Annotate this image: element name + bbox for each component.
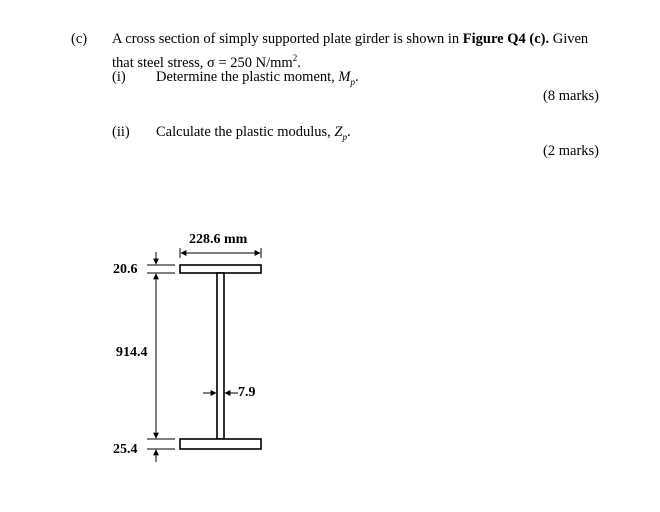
part-ii-prompt: Calculate the plastic modulus, [156, 124, 335, 140]
question-label: (c) [71, 31, 88, 47]
question-line-2-text: that steel stress, σ = 250 N/mm [112, 54, 293, 71]
web [217, 273, 224, 439]
top-flange-thickness-label: 20.6 [113, 262, 138, 277]
height-dimension [147, 252, 175, 462]
part-ii-subscript: p [342, 131, 347, 142]
question-line-1-text: A cross section of simply supported plate girder is shown in [112, 31, 463, 47]
bottom-flange [180, 439, 261, 449]
part-ii-label: (ii) [112, 124, 130, 140]
part-i-symbol: M [338, 69, 351, 85]
part-ii-symbol: Z [334, 124, 343, 140]
bottom-flange-thickness-label: 25.4 [113, 442, 138, 457]
part-i-label: (i) [112, 69, 126, 85]
question-line-2-end: . [297, 54, 301, 71]
part-i-marks: (8 marks) [543, 88, 599, 104]
figure-reference: Figure Q4 (c). [462, 31, 550, 47]
part-i-prompt: Determine the plastic moment, [156, 69, 339, 85]
web-height-label: 914.4 [116, 345, 148, 360]
part-ii-marks: (2 marks) [543, 143, 599, 159]
superscript: 2 [292, 53, 298, 63]
part-i-end: . [355, 69, 359, 85]
part-ii-end: . [346, 124, 351, 140]
flange-width-dimension [180, 248, 261, 258]
flange-width-label: 228.6 mm [189, 232, 248, 247]
web-thickness-label: 7.9 [238, 385, 256, 400]
top-flange [180, 265, 261, 273]
question-line-1-end: Given [549, 31, 589, 47]
part-i-subscript: p [350, 76, 355, 87]
